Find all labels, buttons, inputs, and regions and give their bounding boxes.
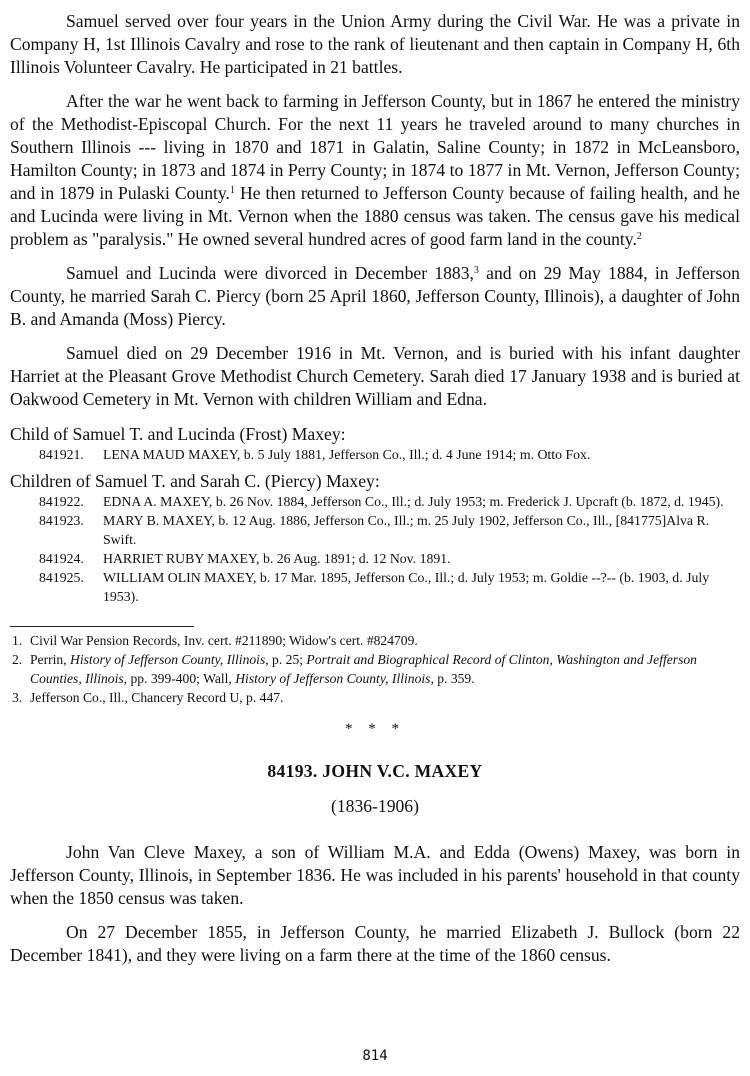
footnote-title: History of Jefferson County, Illinois xyxy=(235,671,431,686)
paragraph-ministry-text-b: He then returned to Jefferson County because of failing health, and he and Lucinda were living in Mt. Vernon when the 1880 census was taken. The census gave his medical problem as "paralysis." He owned several hundred acres of good farm land in the county. xyxy=(10,183,740,249)
section-years: (1836-1906) xyxy=(331,796,419,816)
page-number: 814 xyxy=(362,1048,388,1064)
paragraph-ministry xyxy=(10,90,740,251)
footnote-number: 1. xyxy=(12,633,23,648)
footnote-ref-1: 1 xyxy=(229,185,235,196)
children-lucinda-list xyxy=(39,445,740,464)
footnote-1 xyxy=(10,631,740,650)
footnote-number: 3. xyxy=(12,690,23,705)
footnote-number: 2. xyxy=(12,652,23,667)
child-text: MARY B. MAXEY, b. 12 Aug. 1886, Jefferson Co., Ill.; m. 25 July 1902, Jefferson Co., Ill., [841775]Alva R. Swift. xyxy=(103,513,710,547)
footnote-title: Portrait and Biographical Record of Clinton, Washington and Jefferson Counties, Illinois xyxy=(30,652,697,686)
footnote-part: , p. 25; xyxy=(265,652,307,667)
footnote-part: Perrin, xyxy=(30,652,71,667)
child-text: LENA MAUD MAXEY, b. 5 July 1881, Jefferson Co., Ill.; d. 4 June 1914; m. Otto Fox. xyxy=(103,447,591,462)
section-separator: * * * xyxy=(345,721,405,737)
footnote-part: , p. 359. xyxy=(430,671,475,686)
child-text: EDNA A. MAXEY, b. 26 Nov. 1884, Jefferson Co., Ill.; d. July 1953; m. Frederick J. Upcraft (b. 1872, d. 1945). xyxy=(103,494,724,509)
footnote-ref-3: 3 xyxy=(473,265,479,276)
paragraph-divorce-text-b: and on 29 May 1884, in Jefferson County, he married Sarah C. Piercy (born 25 April 1860, Jefferson County, Illinois), a daughter of John B. and Amanda (Moss) Piercy. xyxy=(10,263,740,329)
footnote-2 xyxy=(10,650,740,688)
paragraph-death-burial: Samuel died on 29 December 1916 in Mt. Vernon, and is buried with his infant daughter Harriet at the Pleasant Grove Methodist Church Cemetery. Sarah died 17 January 1938 and is buried at Oakwood Cemetery in Mt. Vernon with children William and Edna. xyxy=(10,343,740,409)
child-text: HARRIET RUBY MAXEY, b. 26 Aug. 1891; d. 12 Nov. 1891. xyxy=(103,551,451,566)
footnote-ref-2: 2 xyxy=(636,231,642,242)
footnote-text: Civil War Pension Records, Inv. cert. #211890; Widow's cert. #824709. xyxy=(30,633,418,648)
paragraph-john-marriage: On 27 December 1855, in Jefferson County, he married Elizabeth J. Bullock (born 22 December 1841), and they were living on a farm there at the time of the 1860 census. xyxy=(10,922,740,965)
section-title: 84193. JOHN V.C. MAXEY xyxy=(267,761,483,781)
footnote-3 xyxy=(10,688,740,707)
footnote-title: History of Jefferson County, Illinois xyxy=(70,652,266,667)
footnote-part: , pp. 399-400; Wall, xyxy=(123,671,236,686)
paragraph-divorce-text-a: Samuel and Lucinda were divorced in December 1883, xyxy=(66,263,474,283)
paragraph-john-birth: John Van Cleve Maxey, a son of William M.A. and Edda (Owens) Maxey, was born in Jefferson County, Illinois, in September 1836. He was included in his parents' household in that county when the 1850 census was taken. xyxy=(10,842,740,908)
child-text: WILLIAM OLIN MAXEY, b. 17 Mar. 1895, Jefferson Co., Ill.; d. July 1953; m. Goldie --?-- (b. 1903, d. July 1953). xyxy=(103,570,710,604)
children-lucinda-heading: Child of Samuel T. and Lucinda (Frost) Maxey: xyxy=(10,424,346,444)
child-entry xyxy=(39,511,740,549)
child-number: 841921. xyxy=(39,447,84,462)
paragraph-ministry-text-a: After the war he went back to farming in Jefferson County, but in 1867 he entered the ministry of the Methodist-Episcopal Church. For the next 11 years he traveled around to many churches in Southern Illinois --- living in 1870 and 1871 in Galatin, Saline County; in 1872 in McLeansboro, Hamilton County; in 1873 and 1874 in Perry County; in 1874 to 1877 in Mt. Vernon, Jefferson County; and in 1879 in Pulaski County. xyxy=(10,91,740,203)
document-page xyxy=(10,10,740,978)
child-entry xyxy=(39,492,740,511)
child-number: 841922. xyxy=(39,494,84,509)
paragraph-divorce-marriage xyxy=(10,262,740,331)
child-number: 841924. xyxy=(39,551,84,566)
child-entry xyxy=(39,445,740,464)
footnote-text: Jefferson Co., Ill., Chancery Record U, p. 447. xyxy=(30,690,284,705)
child-entry xyxy=(39,568,740,606)
children-sarah-heading: Children of Samuel T. and Sarah C. (Piercy) Maxey: xyxy=(10,471,380,491)
child-number: 841925. xyxy=(39,570,84,585)
footnote-text xyxy=(30,650,740,688)
footnotes xyxy=(10,631,740,707)
children-sarah-list xyxy=(39,492,740,606)
child-number: 841923. xyxy=(39,513,84,528)
child-entry xyxy=(39,549,740,568)
paragraph-military-service: Samuel served over four years in the Union Army during the Civil War. He was a private in Company H, 1st Illinois Cavalry and rose to the rank of lieutenant and then captain in Company H, 6th Illinois Volunteer Cavalry. He participated in 21 battles. xyxy=(10,11,740,77)
